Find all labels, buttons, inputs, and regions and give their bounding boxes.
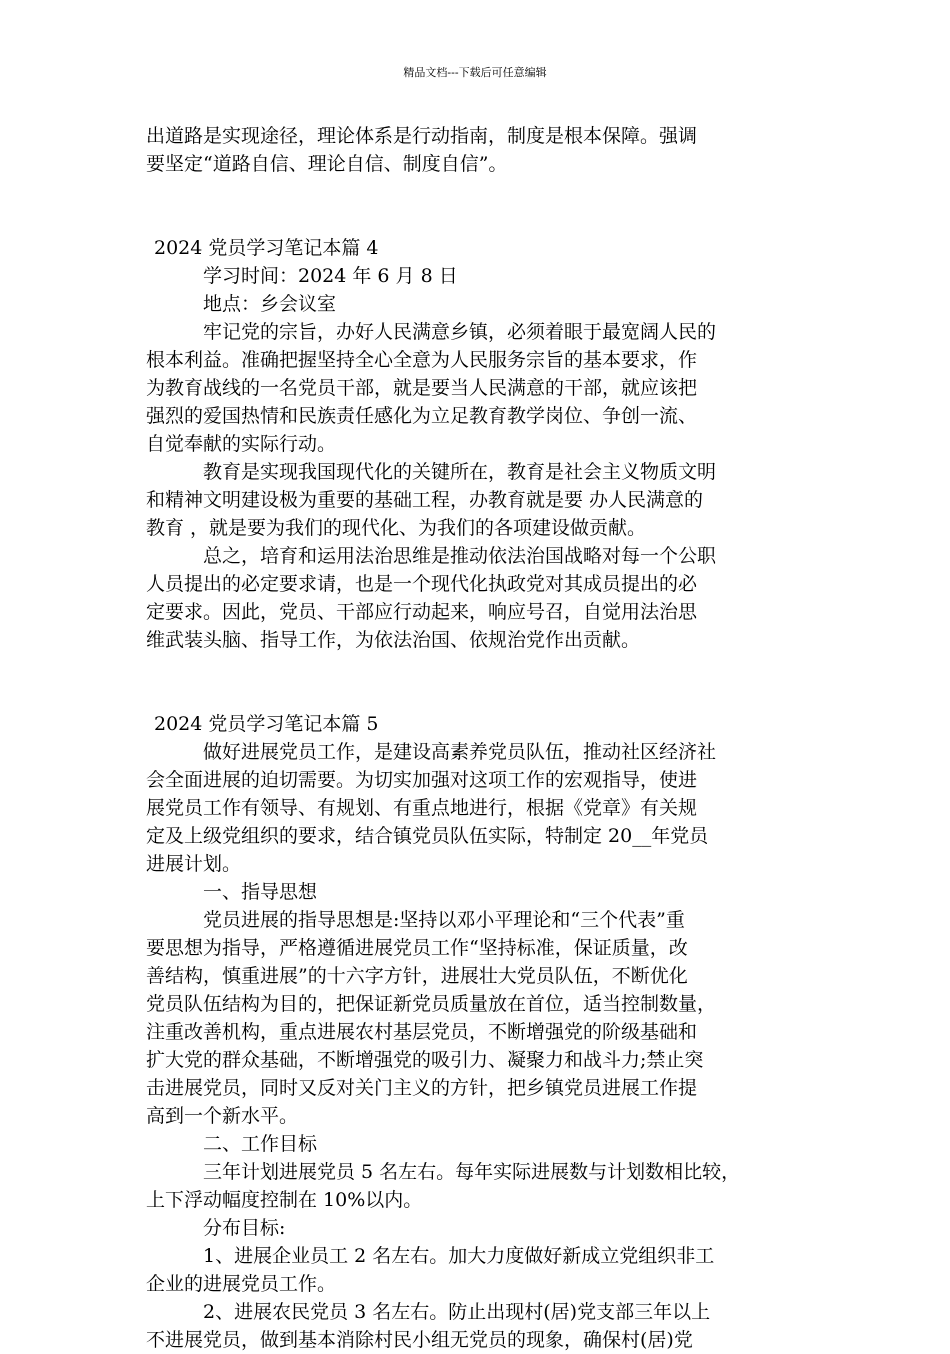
section-5-title: 2024 党员学习笔记本篇 5 bbox=[154, 713, 379, 735]
text-line: 高到一个新水平。 bbox=[146, 1105, 299, 1127]
section-4-title: 2024 党员学习笔记本篇 4 bbox=[154, 237, 379, 259]
text-line: 2、进展农民党员 3 名左右。防止出现村(居)党支部三年以上 bbox=[203, 1301, 711, 1323]
text-line: 教育是实现我国现代化的关键所在，教育是社会主义物质文明 bbox=[203, 461, 717, 483]
text-line: 总之，培育和运用法治思维是推动依法治国战略对每一个公职 bbox=[203, 545, 717, 567]
text-line: 注重改善机构，重点进展农村基层党员，不断增强党的阶级基础和 bbox=[146, 1021, 698, 1043]
text-line: 人员提出的必定要求请，也是一个现代化执政党对其成员提出的必 bbox=[146, 573, 698, 595]
text-line: 强烈的爱国热情和民族责任感化为立足教育教学岗位、争创一流、 bbox=[146, 405, 698, 427]
paragraph bbox=[146, 1158, 812, 1214]
paragraph bbox=[146, 738, 812, 878]
text-line: 为教育战线的一名党员干部，就是要当人民满意的干部，就应该把 bbox=[146, 377, 698, 399]
study-place: 地点：乡会议室 bbox=[203, 293, 337, 315]
text-line: 出道路是实现途径，理论体系是行动指南，制度是根本保障。强调 bbox=[146, 125, 698, 147]
text-line: 上下浮动幅度控制在 10%以内。 bbox=[146, 1189, 423, 1211]
page-header: 精品文档---下载后可任意编辑 bbox=[403, 66, 547, 79]
text-line: 善结构，慎重进展”的十六字方针，进展壮大党员队伍，不断优化 bbox=[146, 965, 688, 987]
text-line: 做好进展党员工作，是建设高素养党员队伍，推动社区经济社 bbox=[203, 741, 717, 763]
paragraph bbox=[146, 542, 812, 654]
section-4 bbox=[146, 234, 812, 654]
text-line: 教育 ，就是要为我们的现代化、为我们的各项建设做贡献。 bbox=[146, 517, 647, 539]
text-line: 不进展党员，做到基本消除村民小组无党员的现象，确保村(居)党 bbox=[146, 1329, 693, 1351]
text-line: 击进展党员，同时又反对关门主义的方针，把乡镇党员进展工作提 bbox=[146, 1077, 698, 1099]
text-line: 定及上级党组织的要求，结合镇党员队伍实际，特制定 20__年党员 bbox=[146, 825, 709, 847]
paragraph bbox=[146, 906, 812, 1130]
study-time: 学习时间：2024 年 6 月 8 日 bbox=[203, 265, 458, 287]
subheading-distribution-goals: 分布目标: bbox=[203, 1217, 286, 1239]
paragraph bbox=[146, 318, 812, 458]
text-line: 进展计划。 bbox=[146, 853, 242, 875]
text-line: 维武装头脑、指导工作，为依法治国、依规治党作出贡献。 bbox=[146, 629, 641, 651]
text-line: 和精神文明建设极为重要的基础工程，办教育就是要 办人民满意的 bbox=[146, 489, 704, 511]
subheading-guiding-ideology: 一、指导思想 bbox=[203, 881, 318, 903]
text-line: 展党员工作有领导、有规划、有重点地进行，根据《党章》有关规 bbox=[146, 797, 698, 819]
previous-section-tail bbox=[146, 122, 812, 178]
text-line: 1、进展企业员工 2 名左右。加大力度做好新成立党组织非工 bbox=[203, 1245, 715, 1267]
text-line: 要思想为指导，严格遵循进展党员工作“坚持标准，保证质量，改 bbox=[146, 937, 688, 959]
document-body bbox=[146, 122, 812, 1354]
text-line: 会全面进展的迫切需要。为切实加强对这项工作的宏观指导，使进 bbox=[146, 769, 698, 791]
subheading-work-goals: 二、工作目标 bbox=[203, 1133, 318, 1155]
text-line: 党员队伍结构为目的，把保证新党员质量放在首位，适当控制数量， bbox=[146, 993, 717, 1015]
text-line: 自觉奉献的实际行动。 bbox=[146, 433, 337, 455]
paragraph bbox=[146, 1298, 812, 1354]
paragraph bbox=[146, 458, 812, 542]
text-line: 企业的进展党员工作。 bbox=[146, 1273, 337, 1295]
text-line: 三年计划进展党员 5 名左右。每年实际进展数与计划数相比较， bbox=[203, 1161, 741, 1183]
text-line: 党员进展的指导思想是:坚持以邓小平理论和“三个代表”重 bbox=[203, 909, 685, 931]
paragraph bbox=[146, 1242, 812, 1298]
text-line: 要坚定“道路自信、理论自信、制度自信”。 bbox=[146, 153, 508, 175]
section-5 bbox=[146, 710, 812, 1354]
text-line: 牢记党的宗旨，办好人民满意乡镇，必须着眼于最宽阔人民的 bbox=[203, 321, 717, 343]
text-line: 根本利益。准确把握坚持全心全意为人民服务宗旨的基本要求，作 bbox=[146, 349, 698, 371]
text-line: 扩大党的群众基础，不断增强党的吸引力、凝聚力和战斗力;禁止突 bbox=[146, 1049, 704, 1071]
text-line: 定要求。因此，党员、干部应行动起来，响应号召，自觉用法治思 bbox=[146, 601, 698, 623]
